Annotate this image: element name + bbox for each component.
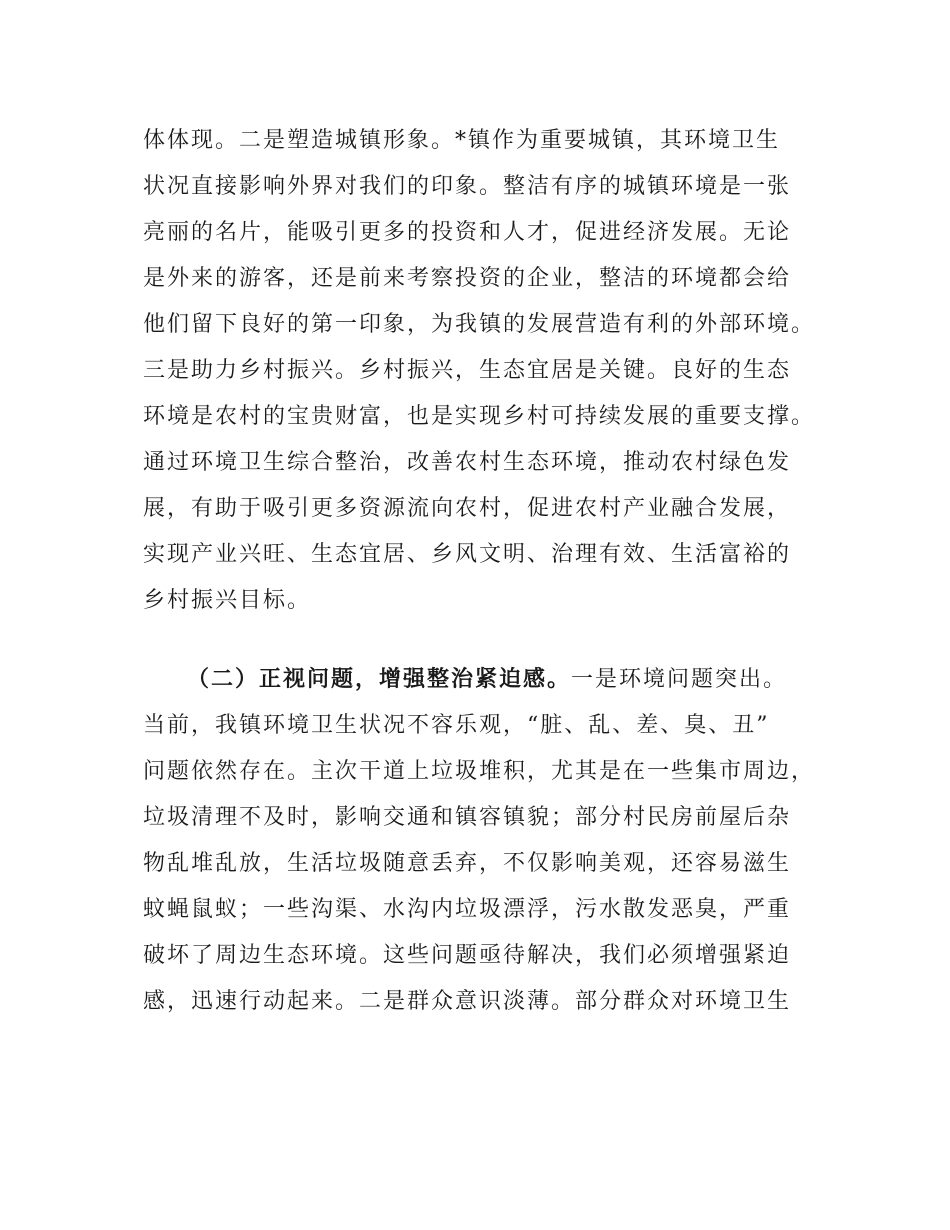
paragraph-1 [143,118,823,624]
paragraph-line: 实现产业兴旺、生态宜居、乡风文明、治理有效、生活富裕的 [143,542,792,567]
paragraph-line: 展，有助于吸引更多资源流向农村，促进农村产业融合发展， [143,496,792,521]
paragraph-line: 他们留下良好的第一印象，为我镇的发展营造有利的外部环境。 [143,312,816,337]
section-heading: （二）正视问题，增强整治紧迫感。 [187,667,572,692]
paragraph-line: 破坏了周边生态环境。这些问题亟待解决，我们必须增强紧迫 [143,943,792,968]
paragraph-line: 通过环境卫生综合整治，改善农村生态环境，推动农村绿色发 [143,450,792,475]
paragraph-first-line [143,657,823,703]
paragraph-line: 问题依然存在。主次干道上垃圾堆积，尤其是在一些集市周边， [143,759,816,784]
paragraph-line-rest: 一是环境问题突出。 [571,667,788,692]
paragraph-line: 环境是农村的宝贵财富，也是实现乡村可持续发展的重要支撑。 [143,404,816,429]
paragraph-line: 感，迅速行动起来。二是群众意识淡薄。部分群众对环境卫生 [143,989,792,1014]
paragraph-line: 状况直接影响外界对我们的印象。整洁有序的城镇环境是一张 [143,174,792,199]
paragraph-line: 垃圾清理不及时，影响交通和镇容镇貌；部分村民房前屋后杂 [143,805,792,830]
paragraph-line: 物乱堆乱放，生活垃圾随意丢弃，不仅影响美观，还容易滋生 [143,851,792,876]
paragraph-line: 当前，我镇环境卫生状况不容乐观，“脏、乱、差、臭、丑” [143,713,770,738]
paragraph-line: 是外来的游客，还是前来考察投资的企业，整洁的环境都会给 [143,266,792,291]
paragraph-line: 蚊蝇鼠蚁；一些沟渠、水沟内垃圾漂浮，污水散发恶臭，严重 [143,897,792,922]
paragraph-line: 体体现。二是塑造城镇形象。*镇作为重要城镇，其环境卫生 [143,128,781,153]
paragraph-line: 亮丽的名片，能吸引更多的投资和人才，促进经济发展。无论 [143,220,792,245]
paragraph-2 [143,657,823,1025]
paragraph-line: 三是助力乡村振兴。乡村振兴，生态宜居是关键。良好的生态 [143,358,792,383]
paragraph-line: 乡村振兴目标。 [143,588,312,613]
